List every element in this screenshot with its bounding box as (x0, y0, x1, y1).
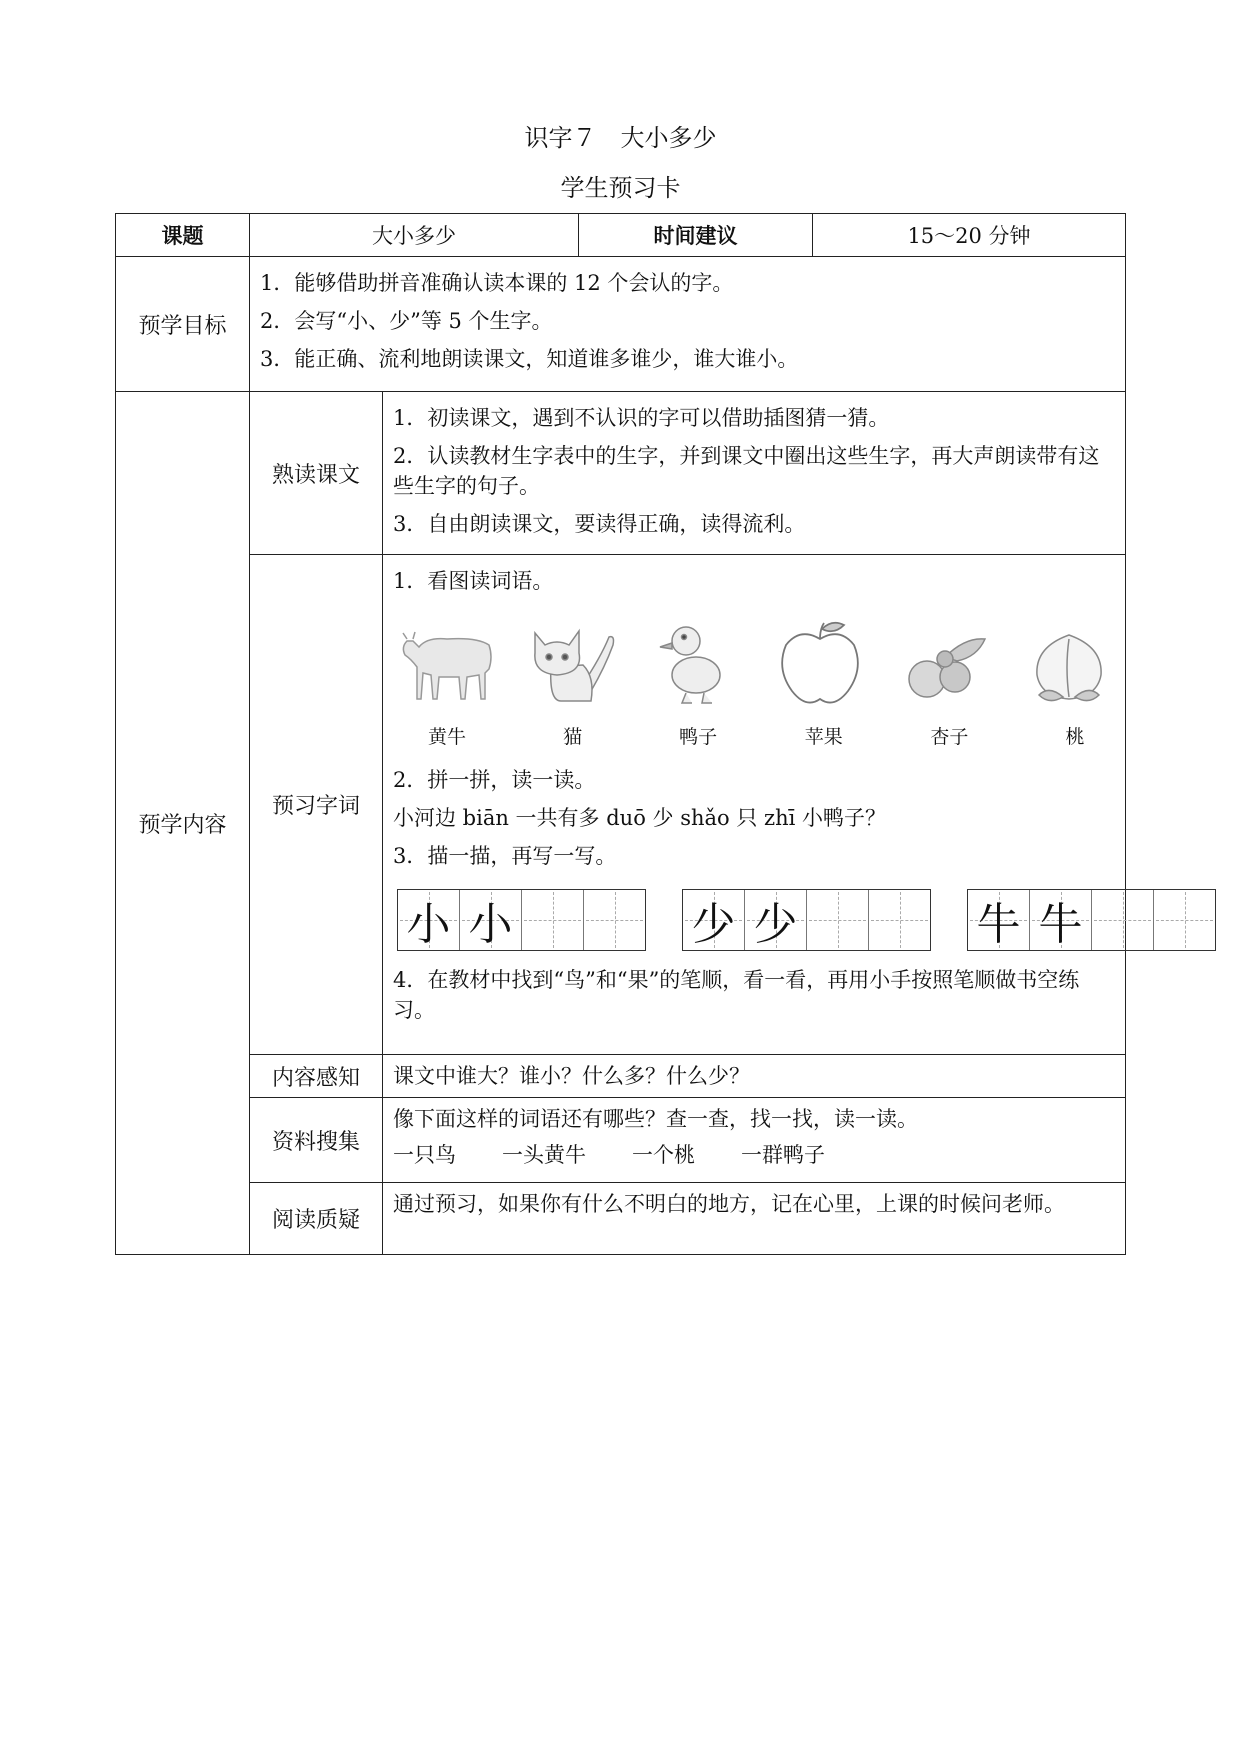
example-word: 一群鸭子 (741, 1143, 825, 1167)
grid-box[interactable] (869, 890, 930, 950)
questions-label: 阅读质疑 (250, 1183, 383, 1255)
peach-icon (1019, 614, 1119, 710)
goal-item: 2．会写“小、少”等 5 个生字。 (260, 309, 553, 333)
grid-box[interactable]: 少 (745, 890, 807, 950)
content-label: 预学内容 (116, 392, 250, 1255)
reading-item: 3．自由朗读课文，要读得正确，读得流利。 (393, 512, 806, 536)
collection-examples (383, 1140, 1125, 1170)
example-word: 一个桃 (632, 1143, 695, 1167)
goals-cell (250, 257, 1126, 392)
time-value: 15～20 分钟 (813, 214, 1126, 257)
goal-item: 1．能够借助拼音准确认读本课的 12 个会认的字。 (260, 271, 734, 295)
collection-text: 像下面这样的词语还有哪些？查一查，找一找，读一读。 (393, 1107, 918, 1131)
picture-caption: 杏子 (930, 726, 969, 748)
caption-row (383, 722, 1125, 749)
grid-box[interactable] (1092, 890, 1154, 950)
example-word: 一只鸟 (393, 1143, 456, 1167)
words-cell (383, 555, 1126, 1055)
topic-label: 课题 (116, 214, 250, 257)
picture-caption: 桃 (1065, 726, 1085, 748)
reading-item: 2．认读教材生字表中的生字，并到课文中圈出这些生字，再大声朗读带有这些生字的句子。 (393, 444, 1100, 498)
grid-box[interactable] (522, 890, 584, 950)
apricot-icon (895, 614, 995, 710)
perception-cell (383, 1055, 1126, 1098)
grid-box[interactable] (807, 890, 869, 950)
preview-card-table (115, 213, 1126, 1255)
words-item-3: 3．描一描，再写一写。 (393, 844, 617, 868)
grid-box[interactable]: 小 (398, 890, 460, 950)
goal-item: 3．能正确、流利地朗读课文，知道谁多谁少，谁大谁小。 (260, 347, 799, 371)
tian-grid[interactable] (967, 889, 1216, 951)
page-subtitle: 学生预习卡 (560, 174, 681, 202)
words-item-2: 2．拼一拼，读一读。 (393, 768, 596, 792)
collection-cell (383, 1098, 1126, 1183)
duck-icon (646, 614, 746, 710)
cat-icon (521, 614, 621, 710)
tian-grid[interactable] (682, 889, 931, 951)
writing-grids (383, 879, 1125, 955)
topic-value: 大小多少 (250, 214, 579, 257)
picture-caption: 鸭子 (679, 726, 718, 748)
picture-caption: 黄牛 (427, 726, 466, 748)
picture-row (383, 604, 1125, 710)
perception-text: 课文中谁大？谁小？什么多？什么少？ (393, 1064, 750, 1088)
cow-icon (397, 614, 497, 710)
page-title: 识字７ 大小多少 (524, 124, 717, 152)
perception-label: 内容感知 (250, 1055, 383, 1098)
reading-label: 熟读课文 (250, 392, 383, 555)
reading-item: 1．初读课文，遇到不认识的字可以借助插图猜一猜。 (393, 406, 890, 430)
grid-box[interactable] (1154, 890, 1215, 950)
words-item-1: 1．看图读词语。 (393, 569, 554, 593)
grid-box[interactable]: 牛 (1030, 890, 1092, 950)
words-item-4: 4．在教材中找到“鸟”和“果”的笔顺，看一看，再用小手按照笔顺做书空练习。 (393, 968, 1080, 1022)
apple-icon (770, 614, 870, 710)
time-label: 时间建议 (579, 214, 813, 257)
grid-box[interactable]: 少 (683, 890, 745, 950)
pinyin-sentence: 小河边 biān 一共有多 duō 少 shǎo 只 zhī 小鸭子？ (393, 806, 886, 830)
reading-cell (383, 392, 1126, 555)
example-word: 一头黄牛 (502, 1143, 586, 1167)
grid-box[interactable]: 小 (460, 890, 522, 950)
picture-caption: 苹果 (804, 726, 843, 748)
tian-grid[interactable] (397, 889, 646, 951)
words-label: 预习字词 (250, 555, 383, 1055)
goals-label: 预学目标 (116, 257, 250, 392)
questions-cell (383, 1183, 1126, 1255)
collection-label: 资料搜集 (250, 1098, 383, 1183)
grid-box[interactable] (584, 890, 645, 950)
grid-box[interactable]: 牛 (968, 890, 1030, 950)
questions-text: 通过预习，如果你有什么不明白的地方，记在心里，上课的时候问老师。 (393, 1192, 1065, 1216)
picture-caption: 猫 (563, 726, 583, 748)
